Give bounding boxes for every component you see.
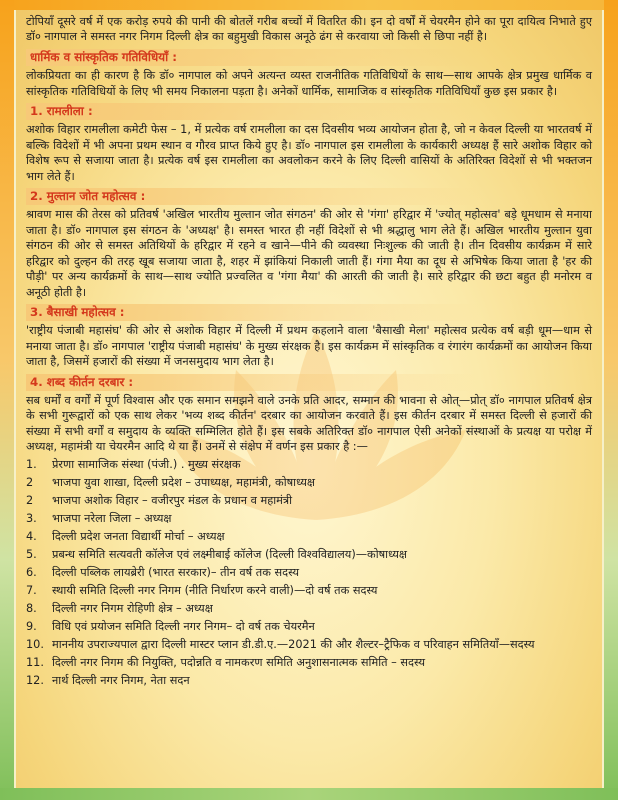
list-text: भाजपा अशोक विहार – वजीरपुर मंडल के प्रधान व महामंत्री — [52, 493, 293, 507]
intro-paragraph: टोपियाँ दूसरे वर्ष में एक करोड़ रुपये की पानी की बोतलें गरीब बच्चों में वितरित की। इन दो वर्षों में चेयरमैन होने का पूरा दायित्व निभाते हुए डॉ० नागपाल ने समस्त नगर निगम दिल्ली क्षेत्र का बहुमुखी विकास अनूठे ढंग से करवाया जो किसी से छिपा नहीं है। — [26, 15, 592, 44]
list-text: नार्थ दिल्ली नगर निगम, नेता सदन — [52, 673, 190, 687]
document-content — [16, 10, 602, 688]
list-item — [26, 493, 592, 508]
list-item — [26, 529, 592, 544]
document-page — [16, 10, 602, 788]
list-item — [26, 547, 592, 562]
list-text: प्रेरणा सामाजिक संस्था (पंजी.) . मुख्य संरक्षक — [52, 457, 241, 471]
section-heading-ramlila: 1. रामलीला : — [26, 103, 592, 120]
positions-list — [26, 457, 592, 688]
list-number: 7. — [26, 583, 37, 597]
list-number: 9. — [26, 619, 37, 633]
list-text: दिल्ली प्रदेश जनता विद्यार्थी मोर्चा – अध्यक्ष — [52, 529, 225, 543]
border-bottom — [0, 788, 618, 800]
list-text: प्रबन्ध समिति सत्यवती कॉलेज एवं लक्ष्मीबाई कॉलेज (दिल्ली विश्वविद्यालय)—कोषाध्यक्ष — [52, 547, 408, 561]
list-item — [26, 583, 592, 598]
list-item — [26, 673, 592, 688]
list-item — [26, 655, 592, 670]
section-heading-baisakhi: 3. बैसाखी महोत्सव : — [26, 304, 592, 321]
list-number: 2 — [26, 493, 34, 507]
list-item — [26, 601, 592, 616]
list-item — [26, 511, 592, 526]
section-heading-cultural: धार्मिक व सांस्कृतिक गतिविधियाँ : — [26, 49, 592, 66]
list-number: 1. — [26, 457, 37, 471]
list-item — [26, 637, 592, 652]
section-text-cultural: लोकप्रियता का ही कारण है कि डॉ० नागपाल को अपने अत्यन्त व्यस्त राजनीतिक गतिविधियों के साथ—साथ आपके क्षेत्र प्रमुख धार्मिक व सांस्कृतिक गतिविधियों के लिए भी समय निकालना पड़ता है। अनेकों धार्मिक, सामाजिक व सांस्कृतिक गतिविधियाँ कुछ इस प्रकार है। — [26, 69, 592, 98]
list-number: 2 — [26, 475, 34, 489]
list-text: भाजपा नरेला जिला – अध्यक्ष — [52, 511, 172, 525]
section-heading-kirtan: 4. शब्द कीर्तन दरबार : — [26, 374, 592, 391]
list-text: स्थायी समिति दिल्ली नगर निगम (नीति निर्धारण करने वाली)—दो वर्ष तक सदस्य — [52, 583, 378, 597]
list-item — [26, 475, 592, 490]
list-number: 4. — [26, 529, 37, 543]
list-number: 5. — [26, 547, 37, 561]
list-item — [26, 565, 592, 580]
list-number: 6. — [26, 565, 37, 579]
section-heading-multan-jot: 2. मुल्तान जोत महोत्सव : — [26, 188, 592, 205]
border-left — [0, 0, 14, 800]
section-text-baisakhi: 'राष्ट्रीय पंजाबी महासंघ' की ओर से अशोक विहार में दिल्ली में प्रथम कहलाने वाला 'बैसाखी मेला' महोत्सव प्रत्येक वर्ष बड़ी धूम—धाम से मनाया जाता है। डॉ० नागपाल 'राष्ट्रीय पंजाबी महासंघ' के मुख्य संरक्षक है। इस कार्यक्रम में सांस्कृतिक व रंगारंग कार्यक्रमों का आयोजन किया जाता है, जिसमें हजारों की संख्या में जनसमुदाय भाग लेता है। — [26, 324, 592, 369]
list-number: 10. — [26, 637, 44, 651]
list-number: 3. — [26, 511, 37, 525]
list-text: भाजपा युवा शाखा, दिल्ली प्रदेश – उपाध्यक्ष, महामंत्री, कोषाध्यक्ष — [52, 475, 315, 489]
section-text-multan-jot: श्रावण मास की तेरस को प्रतिवर्ष 'अखिल भारतीय मुल्तान जोत संगठन' की ओर से 'गंगा' हरिद्वार में 'ज्योत् महोत्सव' बड़े धूमधाम से मनाया जाता है। डॉ० नागपाल इस संगठन के 'अध्यक्ष' है। समस्त भारत ही नहीं विदेशों से भी श्रद्धालु भाग लेते हैं। अखिल भारतीय मुल्तान युवा संगठन की ओर से समस्त अतिथियों के हरिद्वार में रहने व खाने—पीने की व्यवस्था निःशुल्क की जाती है। तीन दिवसीय कार्यक्रम में सारे हरिद्वार को दुल्हन की तरह खूब सजाया जाता है, शहर में झांकियां निकाली जाती हैं। गंगा मैया का दूध से अभिषेक किया जाता है 'हर की पौड़ी' पर अन्य कार्यक्रमों के साथ—साथ ज्योति प्रज्वलित व 'गंगा मैया' की आरती की जाती है। सारे हरिद्वार की छटा बहुत ही मनोरम व अनूठी होती है। — [26, 208, 592, 299]
border-right — [604, 0, 618, 800]
list-text: दिल्ली नगर निगम की नियुक्ति, पदोन्नति व नामकरण समिति अनुशासनात्मक समिति – सदस्य — [52, 655, 426, 669]
section-text-kirtan: सब धर्मों व वर्गों में पूर्ण विश्वास और एक समान समझने वाले उनके प्रति आदर, सम्मान की भावना से ओत्—प्रोत् डॉ० नागपाल प्रतिवर्ष क्षेत्र के सभी गुरूद्वारों को एक साथ लेकर 'भव्य शब्द कीर्तन' दरबार का आयोजन करवाते हैं। इस कीर्तन दरबार में समस्त दिल्ली से हजारों की संख्या में सभी वर्गों व समुदाय के व्यक्ति सम्मिलित होते हैं। इस सबके अतिरिक्त डॉ० नागपाल ऐसी अनेकों संस्थाओं के प्रत्यक्ष या परोक्ष में अध्यक्ष, महामंत्री या चेयरमैन आदि थे या हैं। उनमें से संक्षेप में वर्णन इस प्रकार है :— — [26, 393, 592, 454]
border-top — [0, 0, 618, 10]
list-text: विधि एवं प्रयोजन समिति दिल्ली नगर निगम– दो वर्ष तक चेयरमैन — [52, 619, 315, 633]
list-text: माननीय उपराज्यपाल द्वारा दिल्ली मास्टर प्लान डी.डी.ए.—2021 की और शैल्टर–ट्रैफिक व परिवाहन समितियाँ—सदस्य — [52, 637, 535, 651]
list-text: दिल्ली नगर निगम रोहिणी क्षेत्र – अध्यक्ष — [52, 601, 213, 615]
list-item — [26, 619, 592, 634]
list-text: दिल्ली पब्लिक लायब्रेरी (भारत सरकार)– तीन वर्ष तक सदस्य — [52, 565, 300, 579]
section-text-ramlila: अशोक विहार रामलीला कमेटी फेस – 1, में प्रत्येक वर्ष रामलीला का दस दिवसीय भव्य आयोजन होता है, जो न केवल दिल्ली या भारतवर्ष में बल्कि विदेशों में भी अपना प्रथम स्थान व गौरव प्राप्त किये हुए है। डॉ० नागपाल इस रामलीला के कार्यकारी अध्यक्ष हैं सारे अशोक विहार को विशेष रूप से सजाया जाता है। प्रत्येक वर्ष इस रामलीला का अवलोकन करने के लिए दिल्ली वासियों के अतिरिक्त विदेशों से भी भक्तजन भाग लेते हैं। — [26, 123, 592, 183]
list-number: 11. — [26, 655, 44, 669]
list-item — [26, 457, 592, 472]
list-number: 12. — [26, 673, 44, 687]
list-number: 8. — [26, 601, 37, 615]
